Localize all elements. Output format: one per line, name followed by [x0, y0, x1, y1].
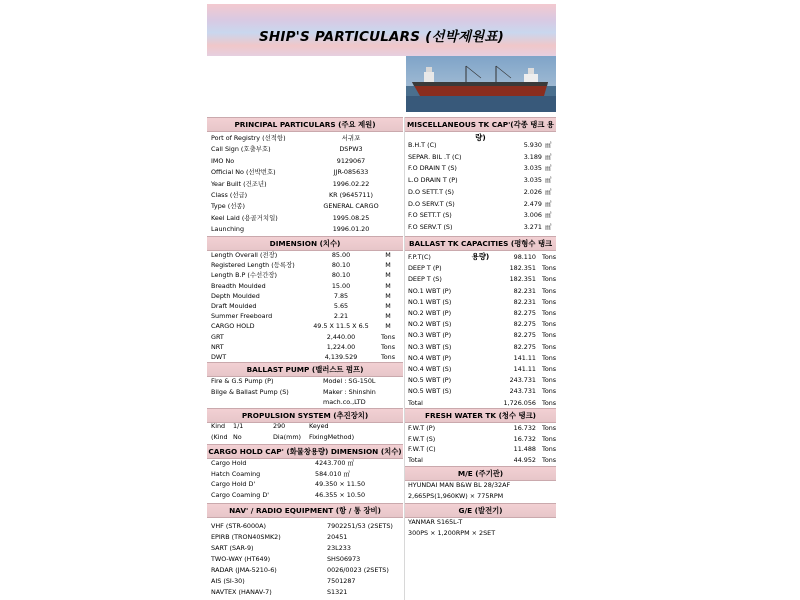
ballast_tk-label: NO.2 WBT (P)	[408, 309, 452, 317]
dimension-unit: M	[385, 271, 391, 280]
nav-label: TWO-WAY (HT649)	[211, 555, 271, 563]
cargo_hold-value: 584.010 ㎥	[315, 469, 350, 478]
dimension-unit: M	[385, 312, 391, 321]
misc-tk-header: MISCELLANEOUS TK CAP'(각종 탱크 용량)	[405, 117, 556, 132]
nav-value: 7902251/53 (2SETS)	[327, 522, 393, 530]
nav-label: AIS (SI-30)	[211, 577, 245, 585]
ballast_tk-row	[408, 274, 557, 285]
misc_tk-value: 3.035	[523, 176, 542, 185]
fresh_water-row	[408, 444, 557, 455]
ballast_tk-value: 82.275	[513, 331, 536, 340]
nav-label: EPIRB (TRON40SMK2)	[211, 533, 281, 541]
ballast_tk-unit: Tons	[542, 342, 557, 351]
cargo_hold-value: 4243.700 ㎥	[315, 459, 354, 467]
dimension-label: Registered Length (등록장)	[211, 261, 295, 270]
ballast_tk-value: 82.231	[513, 286, 536, 295]
principal-row	[211, 190, 401, 201]
fresh_water-unit: Tons	[542, 424, 557, 432]
misc_tk-row	[408, 199, 554, 210]
fresh_water-unit: Tons	[542, 455, 557, 464]
fresh_water-row	[408, 455, 557, 466]
dimension-value: 49.5 X 11.5 X 6.5	[313, 322, 369, 331]
cargo_hold-value: 49.350 × 11.50	[315, 480, 366, 488]
principal-label: IMO No	[211, 156, 235, 165]
misc_tk-label: SEPAR. BIL .T (C)	[408, 152, 462, 161]
propulsion-c4: FixingMethod)	[309, 433, 355, 441]
principal-label: Launching	[211, 225, 245, 234]
dimension-unit: Tons	[380, 332, 396, 341]
misc_tk-unit: ㎥	[545, 164, 552, 173]
nav-label: SART (SAR-9)	[211, 544, 254, 552]
misc_tk-value: 3.189	[523, 152, 542, 161]
fresh_water-value: 11.488	[513, 445, 536, 453]
propulsion-c2: 1/1	[233, 422, 244, 430]
ballast_tk-row	[408, 342, 557, 353]
ballast_tk-unit: Tons	[542, 253, 557, 261]
principal-row	[211, 224, 401, 235]
dimension-value: 80.10	[331, 261, 351, 270]
dimension-unit: M	[385, 291, 391, 300]
principal-value: 1995.08.25	[332, 213, 370, 222]
dimension-value: 85.00	[331, 251, 351, 259]
ballast_tk-label: NO.4 WBT (P)	[408, 353, 452, 362]
ge-line: YANMAR S165L-T	[408, 518, 463, 526]
fresh_water-label: F.W.T (P)	[408, 424, 436, 432]
fresh_water-value: 16.732	[513, 434, 536, 443]
me-line: 2,665PS(1,960KW) × 775RPM	[408, 491, 504, 500]
ballast_tk-row	[408, 353, 557, 364]
ballast_tk-unit: Tons	[542, 264, 557, 273]
page-title: SHIP'S PARTICULARS (선박제원표)	[258, 29, 505, 45]
misc_tk-row	[408, 187, 554, 198]
principal-label: Type (선종)	[211, 202, 246, 211]
fresh_water-unit: Tons	[542, 445, 557, 453]
nav-value: 0026/0023 (2SETS)	[327, 566, 389, 574]
propulsion-c3: 290	[273, 422, 286, 430]
ballast_pump-value: Maker : Shinshin	[323, 387, 376, 396]
fresh_water-unit: Tons	[542, 434, 557, 443]
ballast-pump-header: BALLAST PUMP (밸러스트 펌프)	[207, 362, 403, 377]
ballast_tk-label: NO.5 WBT (S)	[408, 387, 452, 396]
cargo_hold-row	[211, 490, 401, 501]
nav-value: 20451	[327, 533, 348, 541]
ship-particulars-sheet	[207, 0, 556, 600]
misc_tk-unit: ㎥	[545, 199, 552, 208]
principal-value: 1996.01.20	[332, 225, 370, 234]
ballast_tk-value: 141.11	[513, 353, 536, 362]
ballast_tk-unit: Tons	[542, 275, 557, 284]
principal-label: Class (선급)	[211, 191, 248, 199]
ballast_pump-row	[211, 376, 401, 387]
dimension-label: CARGO HOLD	[211, 322, 255, 331]
misc_tk-unit: ㎥	[545, 187, 552, 196]
dimension-value: 80.10	[331, 271, 351, 280]
ballast_tk-unit: Tons	[542, 331, 557, 340]
principal-row	[211, 156, 401, 167]
dimension-value: 7.85	[333, 291, 349, 300]
ballast_tk-value: 182.351	[509, 264, 536, 273]
ballast-tk-header: BALLAST TK CAPACITIES (평형수 탱크 용량)	[405, 236, 556, 251]
principal-row	[211, 179, 401, 190]
ballast_tk-unit: Tons	[542, 297, 557, 306]
principal-header: PRINCIPAL PARTICULARS (주요 제원)	[207, 117, 403, 132]
ballast_tk-row	[408, 319, 557, 330]
nav-label: VHF (STR-6000A)	[211, 522, 266, 530]
dimension-unit: M	[385, 251, 391, 259]
nav-value: SHS06973	[327, 555, 361, 563]
ballast_tk-label: F.P.T(C)	[408, 253, 431, 261]
ballast_tk-value: 82.231	[513, 297, 536, 306]
dimension-label: Length B.P (수선간장)	[211, 271, 278, 280]
principal-label: Port of Registry (선적항)	[211, 134, 286, 142]
principal-value: DSPW3	[339, 145, 363, 154]
ballast_tk-label: DEEP T (P)	[408, 264, 442, 273]
dimension-unit: M	[385, 302, 391, 310]
cargo_hold-label: Cargo Coaming D'	[211, 490, 269, 499]
nav-row	[211, 543, 401, 554]
ballast_tk-value: 182.351	[509, 275, 536, 284]
ballast_tk-value: 98.110	[513, 253, 536, 261]
ballast_tk-unit: Tons	[542, 376, 557, 385]
principal-row	[211, 167, 401, 178]
ballast_tk-label: NO.2 WBT (S)	[408, 320, 452, 329]
propulsion-c2: No	[233, 433, 242, 441]
nav-row	[211, 587, 401, 598]
principal-value: 서귀포	[341, 134, 361, 142]
dimension-label: Depth Moulded	[211, 291, 260, 300]
misc_tk-label: F.O SERV.T (S)	[408, 222, 453, 231]
ballast_pump-value: Model : SG-150L	[323, 377, 376, 385]
ballast_tk-label: NO.4 WBT (S)	[408, 365, 452, 373]
ballast_pump-label: Bilge & Ballast Pump (S)	[211, 387, 289, 396]
dimension-value: 2,440.00	[326, 332, 356, 341]
nav-label: RADAR (JMA-5210-6)	[211, 566, 277, 574]
ballast_pump-row	[211, 387, 401, 398]
principal-value: 9129067	[336, 156, 366, 165]
fresh_water-label: F.W.T (S)	[408, 434, 436, 443]
misc_tk-unit: ㎥	[545, 211, 552, 220]
ballast_tk-row	[408, 398, 557, 409]
dimension-label: Summer Freeboard	[211, 312, 273, 321]
propulsion-header: PROPULSION SYSTEM (추진장치)	[207, 408, 403, 423]
ballast_tk-row	[408, 386, 557, 397]
misc_tk-value: 2.026	[523, 187, 542, 196]
ballast_tk-row	[408, 286, 557, 297]
cargo_hold-row	[211, 458, 401, 469]
principal-value: 1996.02.22	[332, 179, 370, 188]
dimension-label: NRT	[211, 342, 224, 351]
fresh_water-label: F.W.T (C)	[408, 445, 436, 453]
ballast_tk-row	[408, 297, 557, 308]
misc_tk-label: B.H.T (C)	[408, 141, 437, 149]
title-banner	[207, 4, 556, 56]
ballast_tk-row	[408, 330, 557, 341]
ballast_tk-unit: Tons	[542, 286, 557, 295]
dimension-label: Draft Moulded	[211, 302, 257, 310]
ballast_tk-value: 141.11	[513, 365, 536, 373]
principal-row	[211, 133, 401, 144]
misc_tk-unit: ㎥	[545, 152, 552, 161]
misc_tk-value: 3.006	[523, 211, 542, 220]
misc_tk-row	[408, 152, 554, 163]
propulsion-c3: Dia(mm)	[273, 433, 302, 441]
principal-label: Year Built (건조년)	[211, 179, 267, 188]
ballast_pump-label: Fire & G.S Pump (P)	[211, 377, 274, 385]
misc_tk-label: F.O DRAIN T (S)	[408, 164, 457, 173]
fresh_water-label: Total	[408, 455, 423, 464]
dimension-label: GRT	[211, 332, 224, 341]
ballast_tk-unit: Tons	[542, 309, 557, 317]
fresh-water-header: FRESH WATER TK (청수 탱크)	[405, 408, 556, 423]
principal-label: Keel Laid (용골거치일)	[211, 213, 278, 222]
principal-row	[211, 201, 401, 212]
cargo_hold-label: Cargo Hold	[211, 459, 247, 467]
ballast_tk-row	[408, 263, 557, 274]
ballast_tk-label: NO.3 WBT (S)	[408, 342, 452, 351]
principal-value: JJR-085633	[333, 168, 369, 177]
misc_tk-unit: ㎥	[545, 141, 552, 149]
misc_tk-label: F.O SETT.T (S)	[408, 211, 452, 220]
dimension-value: 5.65	[333, 302, 349, 310]
misc_tk-row	[408, 163, 554, 174]
principal-value: KR (9645711)	[328, 191, 374, 199]
propulsion-c1: Kind	[211, 422, 226, 430]
ballast_tk-row	[408, 308, 557, 319]
misc_tk-value: 3.271	[523, 222, 542, 231]
ballast_tk-row	[408, 375, 557, 386]
fresh_water-value: 16.732	[513, 424, 536, 432]
dimension-label: Breadth Moulded	[211, 281, 266, 290]
nav-value: 7501287	[327, 577, 356, 585]
fresh_water-value: 44.952	[513, 455, 536, 464]
ballast_tk-unit: Tons	[542, 365, 557, 373]
cargo-hold-header: CARGO HOLD CAP' (화물창용량) DIMENSION (치수)	[207, 444, 403, 459]
propulsion-row	[211, 421, 401, 432]
propulsion-c1: (Kind	[211, 433, 228, 441]
misc_tk-unit: ㎥	[545, 176, 552, 185]
misc_tk-row	[408, 210, 554, 221]
nav-row	[211, 521, 401, 532]
ge-header: G/E (발전기)	[405, 503, 556, 518]
principal-row	[211, 213, 401, 224]
misc_tk-row	[408, 175, 554, 186]
ballast_tk-value: 243.731	[509, 387, 536, 396]
ballast_tk-value: 243.731	[509, 376, 536, 385]
dimension-unit: M	[385, 281, 391, 290]
ballast_tk-label: NO.3 WBT (P)	[408, 331, 452, 340]
me-line: HYUNDAI MAN B&W BL 28/32AF	[408, 481, 511, 489]
dimension-header: DIMENSION (치수)	[207, 236, 403, 251]
ballast_tk-value: 82.275	[513, 320, 536, 329]
ballast_tk-label: DEEP T (S)	[408, 275, 442, 284]
cargo_hold-label: Cargo Hold D'	[211, 480, 256, 488]
misc_tk-label: L.O DRAIN T (P)	[408, 176, 458, 185]
dimension-value: 2.21	[333, 312, 349, 321]
misc_tk-label: D.O SERV.T (S)	[408, 199, 455, 208]
ballast_tk-row	[408, 252, 557, 263]
ballast_tk-value: 82.275	[513, 342, 536, 351]
nav-row	[211, 554, 401, 565]
dimension-value: 15.00	[331, 281, 351, 290]
ballast_tk-label: NO.5 WBT (P)	[408, 376, 452, 385]
principal-label: Official No (선박번호)	[211, 168, 276, 177]
ballast_tk-label: Total	[408, 398, 423, 407]
me-header: M/E (주기관)	[405, 466, 556, 481]
propulsion-row	[211, 432, 401, 443]
ge-line: 300PS × 1,200RPM × 2SET	[408, 528, 496, 537]
column-divider	[404, 117, 405, 600]
misc_tk-value: 2.479	[523, 199, 542, 208]
dimension-value: 1,224.00	[326, 342, 356, 351]
ballast_pump-value: mach.co.,LTD	[323, 398, 366, 406]
misc_tk-value: 5.930	[523, 141, 542, 149]
ballast_tk-unit: Tons	[542, 387, 557, 396]
ballast_tk-unit: Tons	[542, 398, 557, 407]
ballast_tk-row	[408, 364, 557, 375]
misc_tk-row	[408, 140, 554, 151]
dimension-unit: M	[385, 322, 391, 331]
nav-label: NAVTEX (HANAV-7)	[211, 588, 272, 596]
nav-row	[211, 576, 401, 587]
cargo_hold-row	[211, 469, 401, 480]
ballast_tk-unit: Tons	[542, 353, 557, 362]
principal-label: Call Sign (호출부호)	[211, 145, 271, 154]
misc_tk-unit: ㎥	[545, 222, 552, 231]
dimension-unit: M	[385, 261, 391, 270]
nav-header: NAV' / RADIO EQUIPMENT (항 / 통 장비)	[207, 503, 403, 518]
principal-value: GENERAL CARGO	[323, 202, 379, 211]
misc_tk-value: 3.035	[523, 164, 542, 173]
ballast_pump-row	[211, 397, 401, 408]
dimension-label: DWT	[211, 353, 227, 361]
ship-photo	[406, 56, 556, 112]
dimension-label: Length Overall (전장)	[211, 251, 278, 259]
nav-value: 23L233	[327, 544, 351, 552]
ballast_tk-value: 1,726.056	[503, 398, 536, 407]
ballast_tk-label: NO.1 WBT (S)	[408, 297, 452, 306]
dimension-value: 4,139.529	[324, 353, 358, 361]
dimension-unit: Tons	[380, 342, 396, 351]
misc_tk-row	[408, 222, 554, 233]
nav-row	[211, 565, 401, 576]
cargo_hold-value: 46.355 × 10.50	[315, 490, 366, 499]
misc_tk-label: D.O SETT.T (S)	[408, 187, 455, 196]
dimension-unit: Tons	[380, 353, 396, 361]
nav-value: S1321	[327, 588, 348, 596]
fresh_water-row	[408, 423, 557, 434]
cargo_hold-row	[211, 479, 401, 490]
nav-row	[211, 532, 401, 543]
principal-row	[211, 144, 401, 155]
ballast_tk-value: 82.275	[513, 309, 536, 317]
ballast_tk-unit: Tons	[542, 320, 557, 329]
fresh_water-row	[408, 434, 557, 445]
propulsion-c4: Keyed	[309, 422, 329, 430]
ballast_tk-label: NO.1 WBT (P)	[408, 286, 452, 295]
cargo_hold-label: Hatch Coaming	[211, 469, 261, 478]
